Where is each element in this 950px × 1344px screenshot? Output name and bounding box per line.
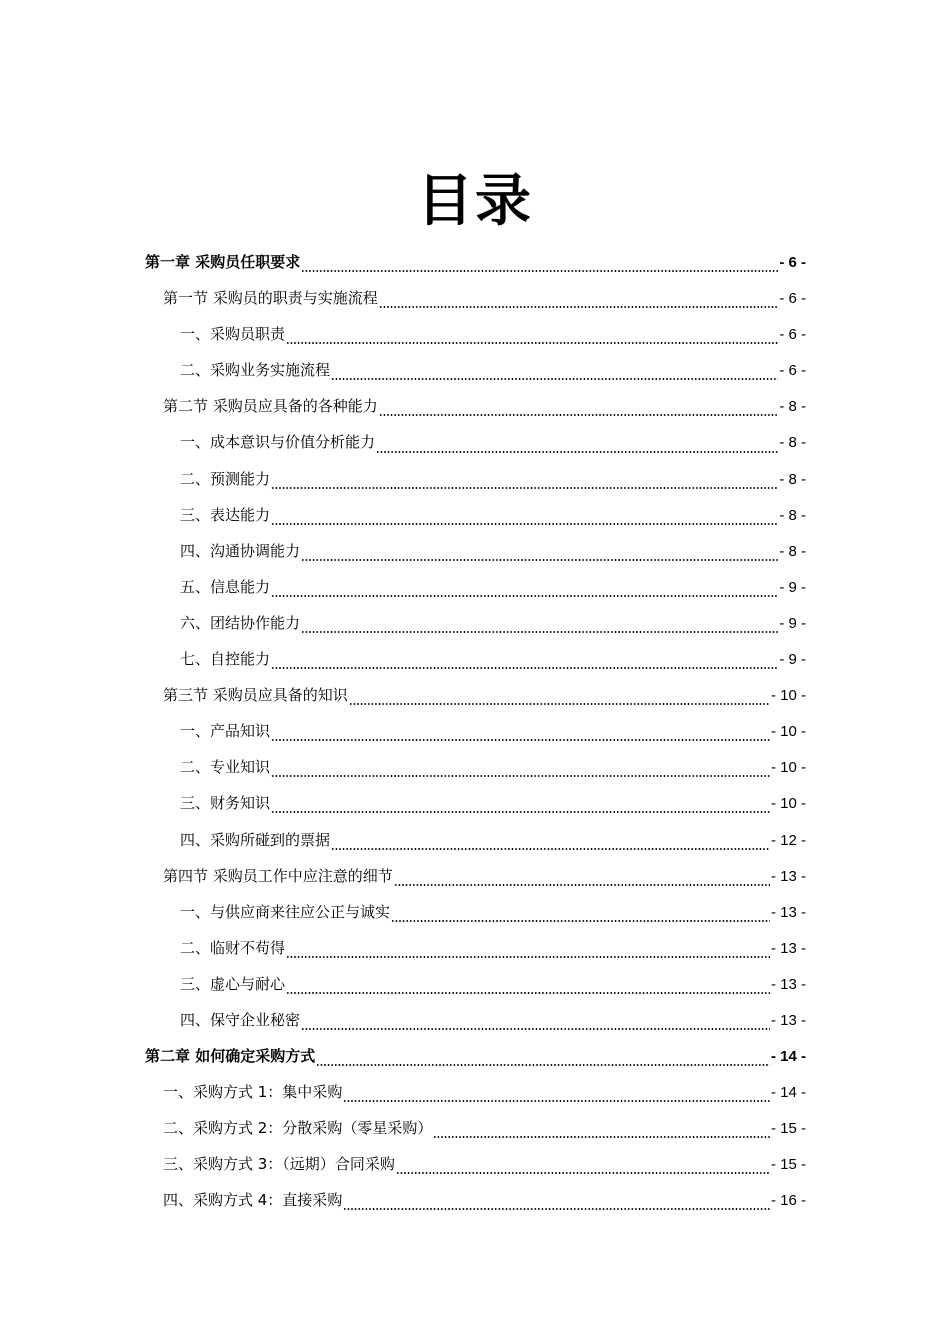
toc-entry[interactable]	[145, 533, 806, 569]
toc-entry-text[interactable]: 一、产品知识	[180, 722, 271, 741]
toc-entry-text[interactable]: 第一章 采购员任职要求	[145, 253, 301, 271]
toc-dot-leader	[301, 259, 778, 273]
toc-entry-text[interactable]: 一、采购员职责	[180, 325, 286, 344]
toc-dot-leader	[301, 1017, 770, 1031]
toc-dot-leader	[379, 403, 779, 417]
toc-dot-leader	[286, 981, 770, 995]
toc-dot-leader	[349, 692, 770, 706]
toc-dot-leader	[343, 1197, 770, 1211]
toc-page-number[interactable]: - 6 -	[779, 290, 806, 308]
toc-dot-leader	[396, 1161, 770, 1175]
toc-entry-text[interactable]: 三、虚心与耐心	[180, 974, 286, 993]
toc-entry[interactable]	[145, 966, 806, 1002]
toc-entry[interactable]	[145, 1074, 806, 1110]
toc-page-number[interactable]: - 13 -	[770, 1011, 806, 1029]
toc-dot-leader	[271, 584, 778, 598]
toc-entry[interactable]	[145, 677, 806, 713]
toc-dot-leader	[271, 800, 770, 814]
toc-dot-leader	[391, 909, 770, 923]
toc-entry[interactable]	[145, 424, 806, 460]
toc-entry[interactable]	[145, 930, 806, 966]
toc-page-number[interactable]: - 9 -	[779, 614, 806, 632]
toc-dot-leader	[301, 620, 778, 634]
toc-entry-text[interactable]: 第二章 如何确定采购方式	[145, 1047, 316, 1066]
toc-entry-text[interactable]: 一、与供应商来往应公正与诚实	[180, 902, 391, 921]
toc-page-number[interactable]: - 8 -	[779, 542, 806, 560]
toc-entry-text[interactable]: 第三节 采购员应具备的知识	[163, 686, 348, 705]
toc-page-number[interactable]: - 8 -	[779, 398, 806, 416]
toc-page-number[interactable]: - 10 -	[770, 723, 806, 741]
toc-page-number[interactable]: - 10 -	[770, 759, 806, 777]
toc-entry-text[interactable]: 第二节 采购员应具备的各种能力	[163, 397, 378, 416]
toc-entry-text[interactable]: 四、保守企业秘密	[180, 1010, 301, 1029]
toc-page-number[interactable]: - 6 -	[779, 362, 806, 380]
toc-entry[interactable]	[145, 785, 806, 821]
toc-dot-leader	[394, 873, 770, 887]
toc-entry[interactable]	[145, 858, 806, 894]
toc-page-number[interactable]: - 15 -	[770, 1156, 806, 1174]
toc-entry-text[interactable]: 六、团结协作能力	[180, 613, 301, 632]
toc-entry-text[interactable]: 第一节 采购员的职责与实施流程	[163, 289, 378, 308]
toc-page-number[interactable]: - 6 -	[779, 254, 806, 271]
toc-page-number[interactable]: - 13 -	[770, 939, 806, 957]
toc-dot-leader	[331, 367, 778, 381]
toc-entry-text[interactable]: 二、采购业务实施流程	[180, 361, 331, 380]
toc-dot-leader	[301, 548, 778, 562]
toc-entry-text[interactable]: 二、采购方式 2：分散采购（零星采购）	[163, 1119, 433, 1138]
toc-entry-text[interactable]: 四、采购所碰到的票据	[180, 830, 331, 849]
toc-dot-leader	[379, 295, 779, 309]
toc-entry[interactable]	[145, 749, 806, 785]
toc-entry[interactable]	[145, 1182, 806, 1218]
toc-entry-text[interactable]: 四、采购方式 4：直接采购	[163, 1191, 343, 1210]
page-title: 目录	[417, 169, 533, 234]
toc-entry[interactable]	[145, 605, 806, 641]
toc-entry-text[interactable]: 五、信息能力	[180, 577, 271, 596]
toc-page-number[interactable]: - 15 -	[770, 1120, 806, 1138]
toc-page-number[interactable]: - 12 -	[770, 831, 806, 849]
toc-entry[interactable]	[145, 316, 806, 352]
toc-entry-text[interactable]: 二、专业知识	[180, 758, 271, 777]
toc-page-number[interactable]: - 10 -	[770, 795, 806, 813]
toc-dot-leader	[343, 1089, 770, 1103]
toc-entry-text[interactable]: 二、临财不苟得	[180, 938, 286, 957]
toc-page-number[interactable]: - 16 -	[770, 1192, 806, 1210]
toc-page-number[interactable]: - 14 -	[770, 1048, 806, 1066]
toc-entry[interactable]	[145, 713, 806, 749]
toc-entry[interactable]	[145, 244, 806, 280]
toc-entry[interactable]	[145, 641, 806, 677]
toc-entry[interactable]	[145, 1038, 806, 1074]
toc-entry-text[interactable]: 三、财务知识	[180, 794, 271, 813]
toc-page-number[interactable]: - 8 -	[779, 434, 806, 452]
toc-dot-leader	[271, 512, 778, 526]
toc-entry-text[interactable]: 第四节 采购员工作中应注意的细节	[163, 866, 393, 885]
toc-entry-text[interactable]: 一、成本意识与价值分析能力	[180, 433, 376, 452]
toc-dot-leader	[286, 945, 770, 959]
toc-dot-leader	[376, 440, 778, 454]
toc-page-number[interactable]: - 9 -	[779, 651, 806, 669]
toc-dot-leader	[271, 764, 770, 778]
toc-entry-text[interactable]: 四、沟通协调能力	[180, 541, 301, 560]
toc-entry[interactable]	[145, 894, 806, 930]
toc-dot-leader	[271, 656, 778, 670]
toc-dot-leader	[433, 1125, 770, 1139]
toc-entry-text[interactable]: 三、采购方式 3：（远期）合同采购	[163, 1155, 395, 1174]
toc-dot-leader	[331, 837, 770, 851]
toc-page-number[interactable]: - 14 -	[770, 1084, 806, 1102]
toc-entry[interactable]	[145, 1002, 806, 1038]
toc-entry[interactable]	[145, 569, 806, 605]
toc-page-number[interactable]: - 8 -	[779, 506, 806, 524]
toc-entry[interactable]	[145, 352, 806, 388]
toc-page-number[interactable]: - 13 -	[770, 975, 806, 993]
toc-entry-text[interactable]: 一、采购方式 1：集中采购	[163, 1083, 343, 1102]
toc-entry[interactable]	[145, 822, 806, 858]
toc-entry-text[interactable]: 三、表达能力	[180, 505, 271, 524]
table-of-contents	[145, 244, 806, 1219]
toc-entry[interactable]	[145, 461, 806, 497]
toc-page-number[interactable]: - 9 -	[779, 578, 806, 596]
toc-entry[interactable]	[145, 388, 806, 424]
toc-page-number[interactable]: - 13 -	[770, 903, 806, 921]
toc-dot-leader	[271, 728, 770, 742]
toc-page-number[interactable]: - 13 -	[770, 867, 806, 885]
toc-entry[interactable]	[145, 280, 806, 316]
toc-entry[interactable]	[145, 1146, 806, 1182]
toc-dot-leader	[271, 476, 778, 490]
toc-page-number[interactable]: - 6 -	[779, 326, 806, 344]
toc-entry[interactable]	[145, 1110, 806, 1146]
toc-entry-text[interactable]: 二、预测能力	[180, 469, 271, 488]
toc-page-number[interactable]: - 8 -	[779, 470, 806, 488]
toc-dot-leader	[316, 1053, 770, 1067]
toc-dot-leader	[286, 331, 778, 345]
toc-entry-text[interactable]: 七、自控能力	[180, 650, 271, 669]
toc-page-number[interactable]: - 10 -	[770, 687, 806, 705]
toc-entry[interactable]	[145, 497, 806, 533]
